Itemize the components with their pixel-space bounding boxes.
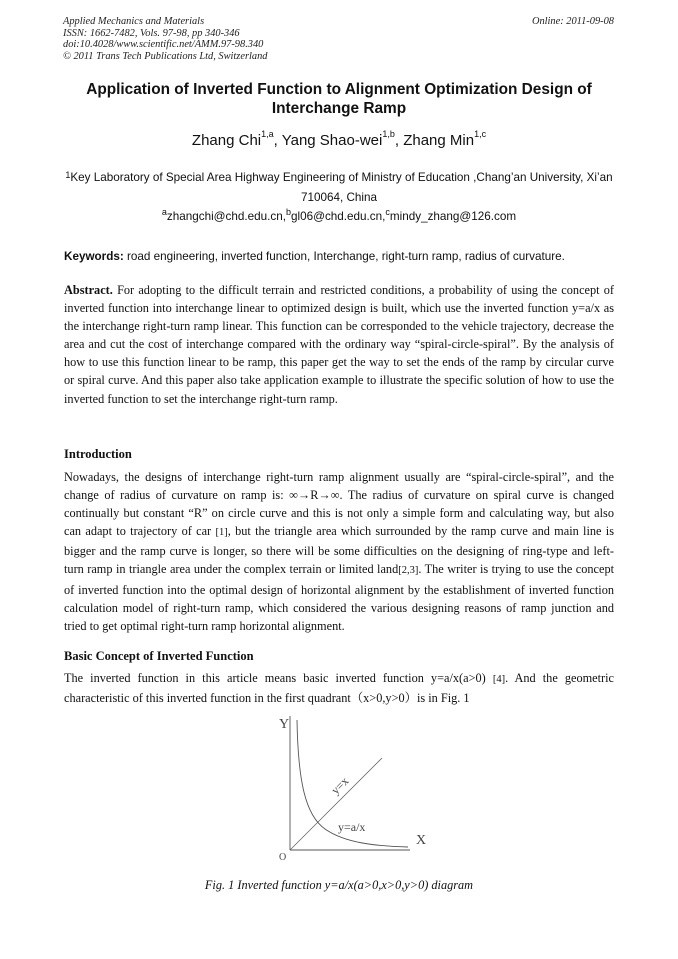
keywords-text: road engineering, inverted function, Interchange, right-turn ramp, radius of curvature. [127,250,565,263]
email-address[interactable]: mindy_zhang@126.com [389,210,517,223]
figure-caption: Fig. 1 Inverted function y=a/x(a>0,x>0,y>0) diagram [204,878,474,892]
author-name: Zhang Min [403,132,475,149]
journal-header [63,16,267,62]
email-sup: b [285,207,291,217]
email-sup: a [161,207,167,217]
author-name: Yang Shao-wei [281,132,383,149]
author-name: Zhang Chi [191,132,262,149]
figure-inverted-function [270,710,430,870]
citation: [4] [492,674,506,685]
abstract [64,281,614,408]
keywords [64,250,616,263]
x-axis-label: X [416,833,427,848]
paper-title: Application of Inverted Function to Alignment Optimization Design of Interchange Ramp [86,81,592,117]
author-sup: 1,c [474,129,487,139]
citation: [2,3] [398,565,419,577]
introduction-heading: Introduction [64,447,132,461]
affiliation-sup: 1 [65,170,71,180]
y-equals-x-line [290,758,382,850]
author-sup: 1,a [261,129,274,139]
keywords-label: Keywords: [64,250,124,263]
basic-concept-paragraph [64,669,614,707]
email-sup: c [385,207,390,217]
email-list: $^a$zhangchi@chd.edu.cn,$^b$gl06@chd.edu.cn,$^c$mindy_zhang@126.com [161,207,517,223]
introduction-text: Nowadays, the designs of interchange right-turn ramp alignment usually are “spiral-circle-spiral”, and the change of radius of curvature on ramp is: ∞→R→∞. The radius of curvature on spiral curve is changed continually but constant “R” on circle curve and this is not only a simple form and calculating way, but also can adapt to trajectory of car [64,470,614,539]
y-axis-label: Y [279,717,290,732]
journal-copyright: © 2011 Trans Tech Publications Ltd, Switzerland [63,50,268,62]
journal-name: Applied Mechanics and Materials [63,16,205,27]
basic-concept-heading: Basic Concept of Inverted Function [64,649,254,663]
author-list: Zhang Chi$^{1,a}$, Yang Shao-wei$^{1,b}$, Zhang Min$^{1,c}$ [191,129,487,149]
affiliation [62,168,616,208]
introduction-text: , but the triangle area which surrounded by the ramp curve and main line is bigger and the ramp curve is longer, so there will be some difficulties on the designing of ring-type and left-turn ramp in triangle area under the complex terrain or limited land [64,524,615,577]
author-sup: 1,b [382,129,395,139]
origin-label: O [279,852,287,863]
citation: [1] [215,527,228,539]
basic-concept-text: . And the geometric characteristic of this inverted function in the first quadrant（x>0,y>0）is in Fig. 1 [64,671,614,706]
introduction-text: . The writer is trying to use the concept of inverted function into the optimal design of horizontal alignment by the establishment of inverted function calculation model of right-turn ramp, which considered the various designing reasons of ramp junction and tried to get optimal right-turn ramp horizontal alignment. [64,562,615,633]
journal-doi: doi:10.4028/www.scientific.net/AMM.97-98.340 [63,39,264,50]
affiliation-text: Key Laboratory of Special Area Highway Engineering of Ministry of Education ,Chang’an University, Xi’an 710064, China [70,171,613,204]
abstract-label: Abstract. [64,283,113,297]
introduction-paragraph [64,468,614,635]
abstract-text: For adopting to the difficult terrain and restricted conditions, a probability of using the concept of inverted function into interchange linear to optimized design is built, which use the inverted function y=a/x as the interchange right-turn ramp linear. This function can be corresponded to the vehicle trajectory, decrease the area and cut the cost of interchange compared with the ordinary way “spiral-circle-spiral”. By the analysis of how to use this function linear to be ramp, this paper get the way to set the ends of the ramp by circular curve or spiral curve. And this paper also take application example to illustrate the specific solution of how to use the inverted function to set the interchange right-turn ramp. [64,283,614,406]
online-date: Online: 2011-09-08 [531,16,614,27]
basic-concept-text: The inverted function in this article means basic inverted function y=a/x(a>0) [64,671,486,685]
email-address[interactable]: zhangchi@chd.edu.cn [166,210,283,223]
curve-label: y=a/x [338,820,366,834]
journal-issn: ISSN: 1662-7482, Vols. 97-98, pp 340-346 [63,27,240,39]
line-label: y=x [328,773,352,798]
email-address[interactable]: gl06@chd.edu.cn [291,210,383,223]
